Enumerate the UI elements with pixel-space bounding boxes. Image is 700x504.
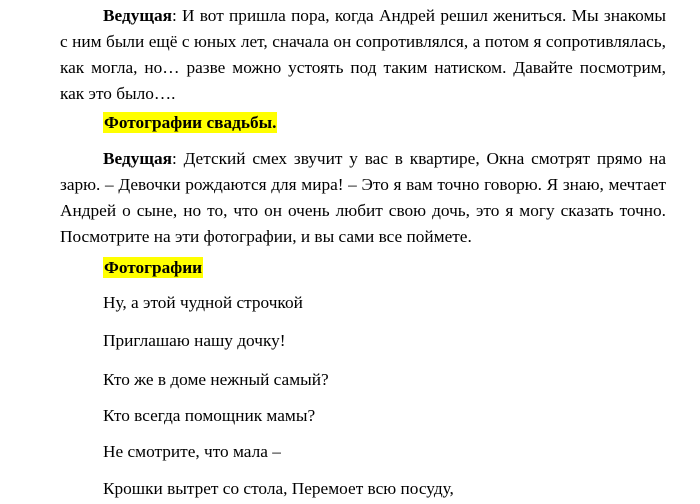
verse-line: Приглашаю нашу дочку!: [103, 331, 286, 350]
paragraph-text: : Детский смех звучит у вас в квартире, Окна смотрят прямо на зарю. – Девочки рождаются для мира! – Это я вам точно говорю. Я знаю, мечтает Андрей о сыне, но то, что он очень любит свою дочь, это я могу сказать точно. Посмотрите на эти фотографии, и вы сами все поймете.: [60, 149, 666, 246]
paragraph-text: : И вот пришла пора, когда Андрей решил жениться. Мы знакомы с ним были ещё с юных лет, сначала он сопротивлялся, а потом я сопротивлялась, как могла, но… разве можно устоять под таким натиском. Давайте посмотрим, как это было….: [60, 6, 666, 103]
verse-line: Кто всегда помощник мамы?: [103, 406, 316, 425]
paragraph-host-intro: [60, 3, 666, 107]
highlighted-heading-wedding-photos: Фотографии свадьбы.: [104, 113, 277, 132]
verse-line: Не смотрите, что мала –: [103, 442, 281, 461]
verse-line: Ну, а этой чудной строчкой: [103, 293, 303, 312]
verse-line: Кто же в доме нежный самый?: [103, 370, 329, 389]
paragraph: [60, 146, 666, 250]
paragraph: [60, 3, 666, 107]
speaker-label: Ведущая: [103, 6, 172, 25]
paragraph-host-children: [60, 146, 666, 250]
speaker-label: Ведущая: [103, 149, 172, 168]
highlighted-heading-photos: Фотографии: [104, 258, 203, 277]
verse-line: Крошки вытрет со стола, Перемоет всю посуду,: [103, 479, 454, 498]
